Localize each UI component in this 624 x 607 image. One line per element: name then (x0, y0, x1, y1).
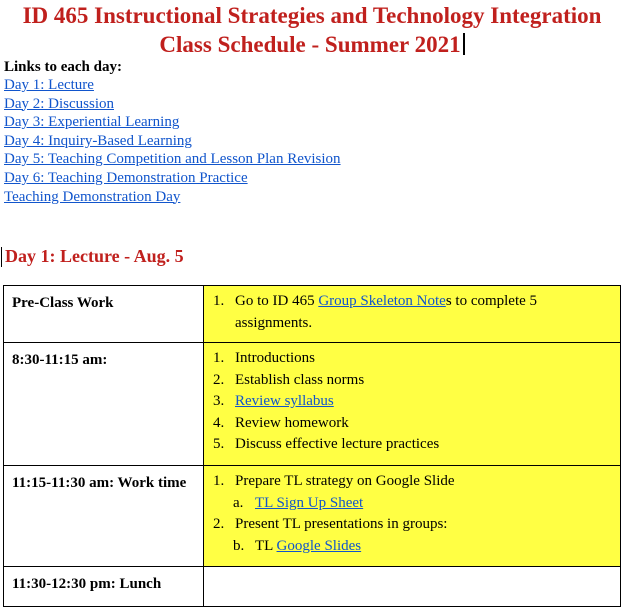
google-slides-link[interactable]: Google Slides (276, 537, 362, 554)
item-text: assignments. (235, 314, 313, 331)
item-number: 1. (213, 473, 225, 489)
list-item (4, 76, 341, 95)
item-number: 3. (213, 393, 225, 409)
activity-cell (204, 343, 621, 466)
day1-schedule-table (3, 285, 621, 607)
list-item (4, 113, 341, 132)
links-heading: Links to each day: (4, 59, 122, 75)
link-demonstration-day[interactable]: Teaching Demonstration Day (4, 188, 181, 205)
item-number: 1. (213, 350, 225, 366)
day-links-list (4, 76, 341, 206)
activity-cell (204, 466, 621, 567)
list-item (4, 95, 341, 114)
item-text: Discuss effective lecture practices (235, 436, 440, 452)
link-day-3[interactable]: Day 3: Experiential Learning (4, 114, 180, 131)
item-number: 2. (213, 516, 225, 532)
document-title-line2: Class Schedule - Summer 2021 (159, 32, 461, 57)
document-title-line1: ID 465 Instructional Strategies and Technology Integration (22, 3, 602, 28)
item-text: Establish class norms (235, 371, 365, 388)
item-text: Prepare TL strategy on Google Slide (235, 473, 455, 489)
item-number: 4. (213, 414, 225, 431)
list-item (213, 514, 620, 536)
item-number: 5. (213, 436, 225, 452)
list-item (213, 348, 620, 370)
list-item (213, 291, 620, 313)
time-cell: 11:30-12:30 pm: Lunch (4, 567, 204, 607)
review-syllabus-link[interactable]: Review syllabus (235, 393, 334, 409)
link-day-5[interactable]: Day 5: Teaching Competition and Lesson Plan Revision (4, 151, 341, 168)
table-row (4, 343, 621, 466)
list-item (213, 493, 620, 515)
tl-sign-up-sheet-link[interactable]: TL Sign Up Sheet (255, 494, 364, 511)
table-row (4, 567, 621, 607)
list-item (4, 169, 341, 188)
list-item (213, 370, 620, 392)
item-text: Present TL presentations in groups: (235, 516, 448, 532)
activity-cell (204, 286, 621, 343)
time-cell: 11:15-11:30 am: Work time (4, 466, 204, 567)
item-text: s to complete 5 (445, 293, 538, 309)
item-number: 1. (213, 293, 225, 309)
link-day-4[interactable]: Day 4: Inquiry-Based Learning (4, 132, 192, 149)
item-text: Introductions (235, 350, 315, 366)
list-item (213, 471, 620, 493)
document-title (0, 2, 624, 30)
link-day-2[interactable]: Day 2: Discussion (4, 95, 114, 112)
list-item (213, 434, 620, 456)
text-cursor (463, 33, 465, 55)
list-item (213, 313, 620, 335)
item-text: TL (255, 537, 277, 554)
list-item (4, 132, 341, 151)
time-cell: Pre-Class Work (4, 286, 204, 343)
document-subtitle (0, 31, 624, 59)
list-item (213, 413, 620, 435)
item-text: Go to ID 465 (235, 293, 319, 309)
table-row (4, 466, 621, 567)
heading-marker (1, 247, 2, 267)
item-text: Review homework (235, 414, 349, 431)
list-item (213, 536, 620, 558)
day1-heading: Day 1: Lecture - Aug. 5 (5, 246, 184, 266)
time-cell: 8:30-11:15 am: (4, 343, 204, 466)
table-row (4, 286, 621, 343)
item-letter: b. (233, 537, 245, 554)
link-day-1[interactable]: Day 1: Lecture (4, 77, 94, 93)
list-item (4, 150, 341, 169)
item-number: 2. (213, 371, 225, 388)
item-letter: a. (233, 494, 244, 511)
activity-cell (204, 567, 621, 607)
link-day-6[interactable]: Day 6: Teaching Demonstration Practice (4, 169, 248, 186)
group-skeleton-notes-link[interactable]: Group Skeleton Note (318, 293, 446, 309)
list-item (4, 188, 341, 207)
list-item (213, 391, 620, 413)
